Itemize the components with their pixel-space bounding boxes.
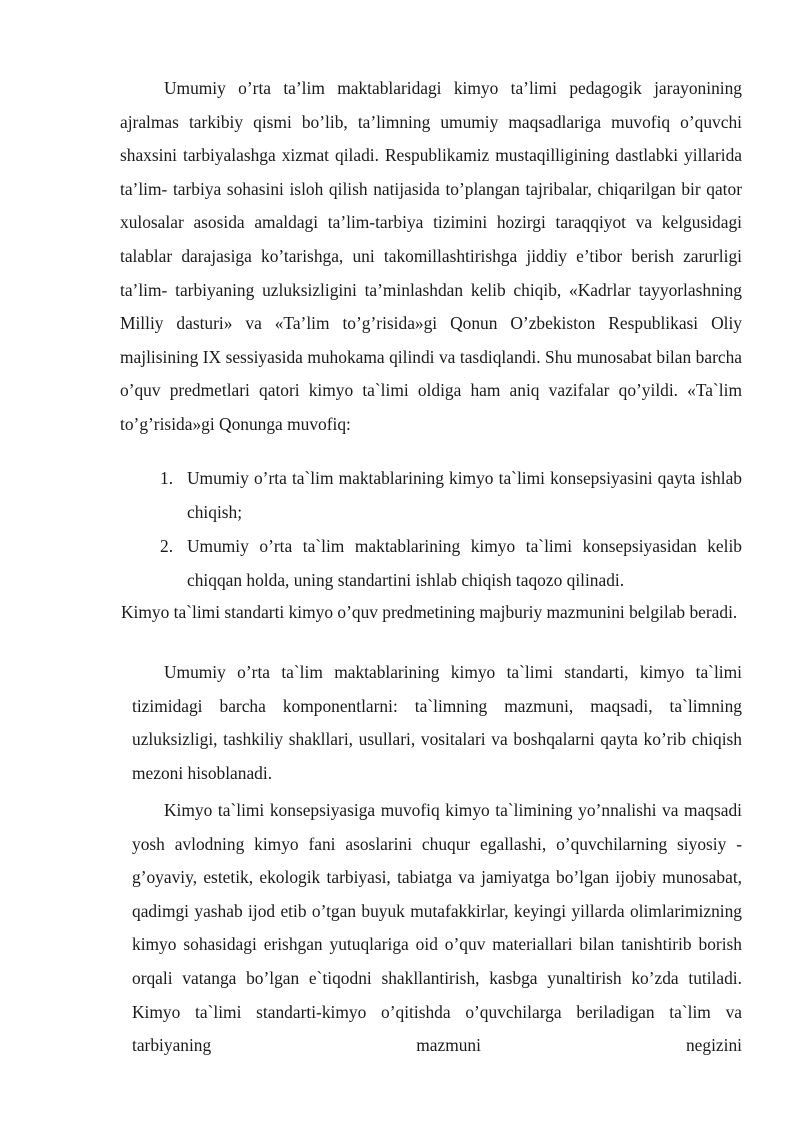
paragraph-components: Umumiy o’rta ta`lim maktablarining kimyo ta`limi standarti, kimyo ta`limi tizimidagi barcha komponentlarni: ta`limning mazmuni, maqsadi, ta`limning uzluksizligi, tashkiliy shakllari, usullari, vositalari va boshqalarni qayta ko’rib chiqish mezoni hisoblanadi. [132,662,742,783]
paragraph-concept: Kimyo ta`limi konsepsiyasiga muvofiq kimyo ta`limining yo’nnalishi va maqsadi yosh avlodning kimyo fani asoslarini chuqur egallashi, o’quvchilarning siyosiy - g’oyaviy, estetik, ekologik tarbiyasi, tabiatga va jamiyatga bo’lgan ijobiy munosabat, qadimgi yashab ijod etib o’tgan buyuk mutafakkirlar, keyingi yillarda olimlarimizning kimyo sohasidagi erishgan yutuqlariga oid o’quv materiallari bilan tanishtirib borish orqali vatanga bo’lgan e`tiqodni shakllantirish, kasbga yunaltirish ko’zda tutiladi. Kimyo ta`limi standarti-kimyo o’qitishda o’quvchilarga beriladigan ta`lim va tarbiyaning mazmuni negizini [132,800,742,1056]
paragraph-intro: Umumiy o’rta ta’lim maktablaridagi kimyo ta’limi pedagogik jarayonining ajralmas tarkibiy qismi bo’lib, ta’limning umumiy maqsadlariga muvofiq o’quvchi shaxsini tarbiyalashga xizmat qiladi. Respublikamiz mustaqilligining dastlabki yillarida ta’lim- tarbiya sohasini isloh qilish natijasida to’plangan tajribalar, chiqarilgan bir qator xulosalar asosida amaldagi ta’lim-tarbiya tizimini hozirgi taraqqiyot va kelgusidagi talablar darajasiga ko’tarishga, uni takomillashtirishga jiddiy e’tibor berish zarurligi ta’lim- tarbiyaning uzluksizligini ta’minlashdan kelib chiqib, «Kadrlar tayyorlashning Milliy dasturi» va «Ta’lim to’g’risida»gi Qonun O’zbekiston Respublikasi Oliy majlisining IX sessiyasida muhokama qilindi va tasdiqlandi. Shu munosabat bilan barcha o’quv predmetlari qatori kimyo ta`limi oldiga ham aniq vazifalar qo’yildi. «Ta`lim to’g’risida»gi Qonunga muvofiq: [120,78,742,434]
list-item-number: 1. [160,468,174,488]
list-item-text: Umumiy o’rta ta`lim maktablarining kimyo ta`limi konsepsiyasidan kelib chiqqan holda, uning standartini ishlab chiqish taqozo qilinadi. [187,536,742,590]
list-item [160,530,742,597]
list-item-text: Umumiy o’rta ta`lim maktablarining kimyo ta`limi konsepsiyasini qayta ishlab chiqish; [187,468,742,522]
list-item [160,462,742,529]
paragraph-standard: Kimyo ta`limi standarti kimyo o’quv predmetining majburiy mazmunini belgilab beradi. [121,602,738,622]
list-item-number: 2. [160,536,174,556]
